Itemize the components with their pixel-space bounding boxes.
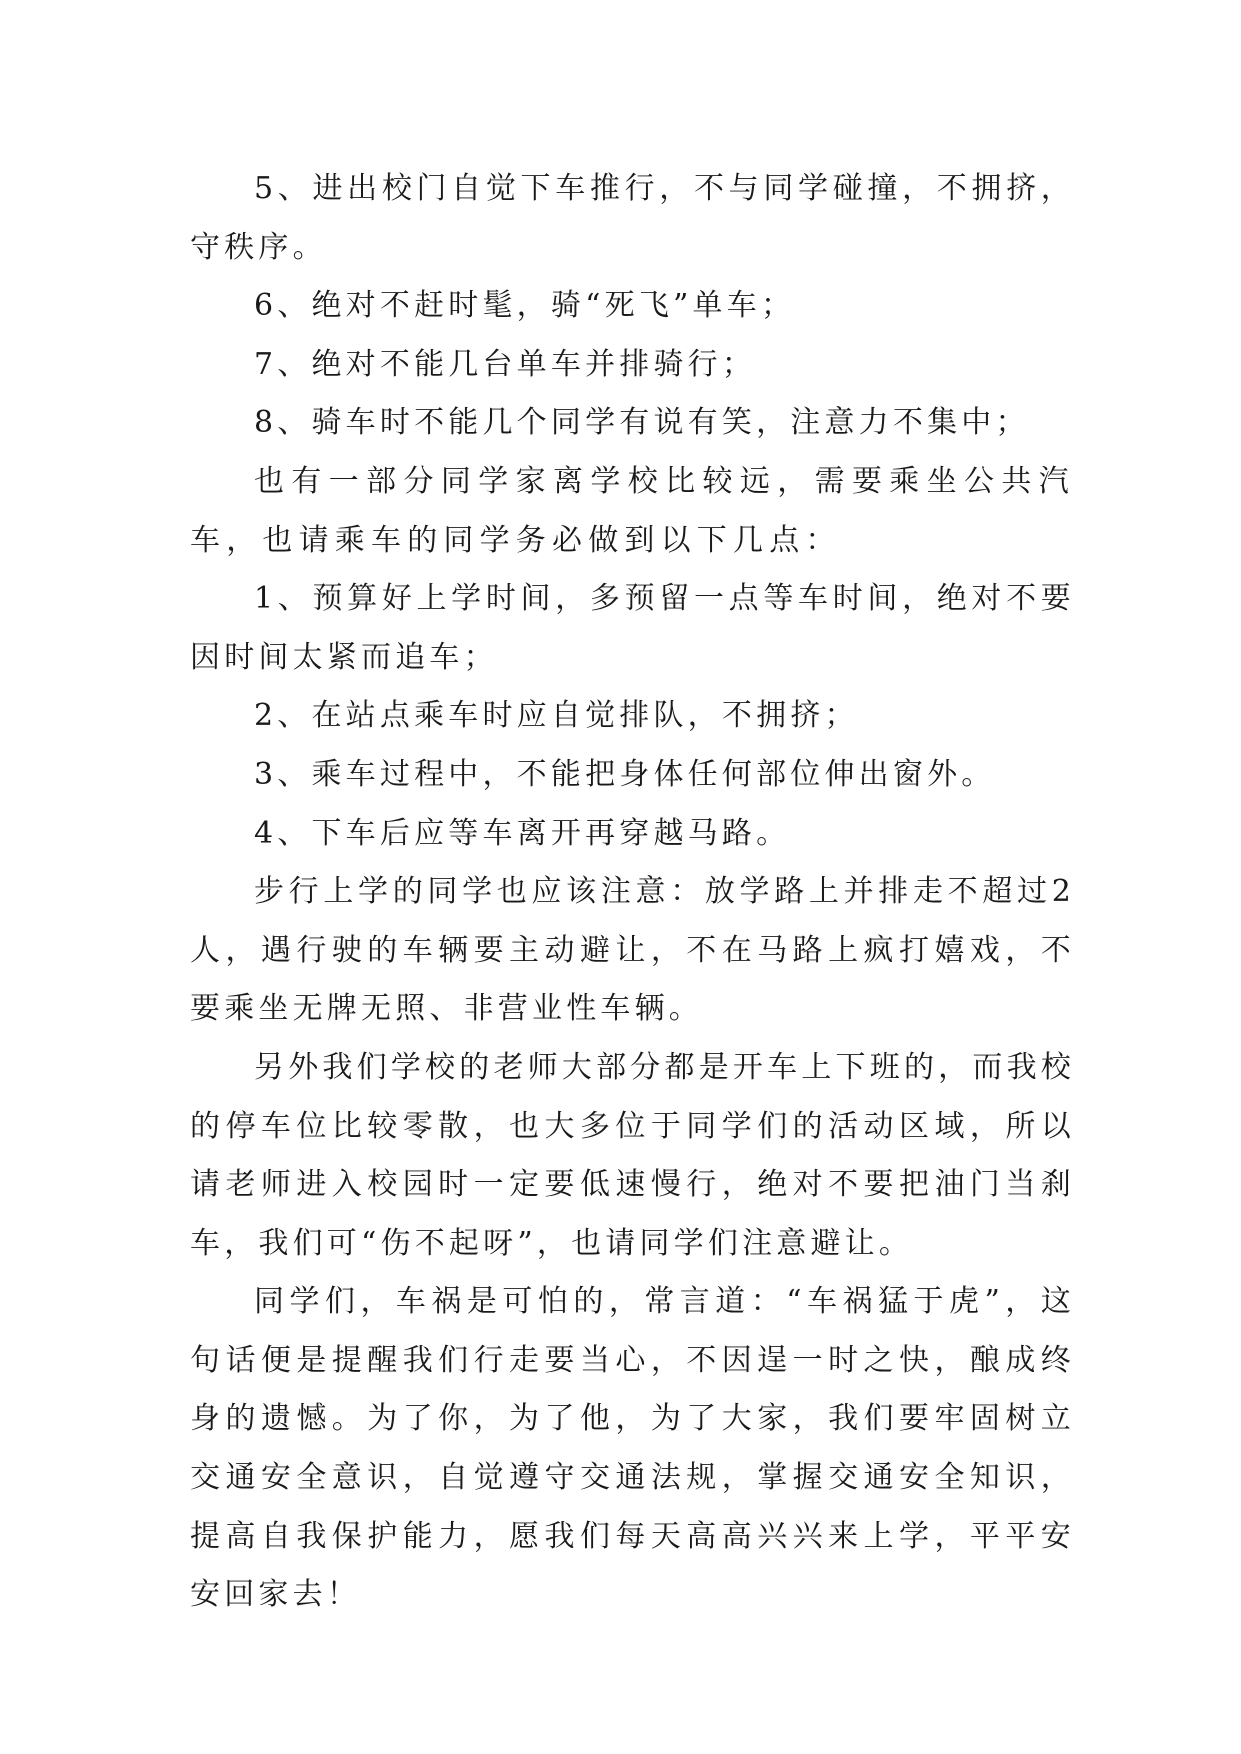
document-body [190,160,1075,1625]
paragraph-rule-7: 7、绝对不能几台单车并排骑行； [254,346,757,382]
paragraph-rule-6: 6、绝对不赶时髦，骑“死飞”单车； [254,288,796,324]
paragraph-rule-8: 8、骑车时不能几个同学有说有笑，注意力不集中； [254,405,1030,441]
paragraph-bus-rule-3: 3、乘车过程中，不能把身体任何部位伸出窗外。 [254,756,996,792]
paragraph-bus-rule-4: 4、下车后应等车离开再穿越马路。 [254,815,791,851]
paragraph-bus-intro: 也有一部分同学家离学校比较远，需要乘坐公共汽车，也请乘车的同学务必做到以下几点： [190,463,1075,558]
paragraph-bus-rule-1: 1、预算好上学时间，多预留一点等车时间，绝对不要因时间太紧而追车； [190,581,1075,675]
paragraph-walking: 步行上学的同学也应该注意：放学路上并排走不超过2人，遇行驶的车辆要主动避让，不在马路上疯打嬉戏，不要乘坐无牌无照、非营业性车辆。 [190,874,1075,1027]
paragraph-conclusion: 同学们，车祸是可怕的，常言道：“车祸猛于虎”，这句话便是提醒我们行走要当心，不因逞一时之快，酿成终身的遗憾。为了你，为了他，为了大家，我们要牢固树立交通安全意识，自觉遵守交通法规，掌握交通安全知识，提高自我保护能力，愿我们每天高高兴兴来上学，平平安安回家去！ [190,1284,1075,1613]
paragraph-rule-5: 5、进出校门自觉下车推行，不与同学碰撞，不拥挤，守秩序。 [190,171,1075,265]
paragraph-bus-rule-2: 2、在站点乘车时应自觉排队，不拥挤； [254,698,859,734]
paragraph-teachers: 另外我们学校的老师大部分都是开车上下班的，而我校的停车位比较零散，也大多位于同学们的活动区域，所以请老师进入校园时一定要低速慢行，绝对不要把油门当刹车，我们可“伤不起呀”，也请同学们注意避让。 [190,1049,1075,1261]
